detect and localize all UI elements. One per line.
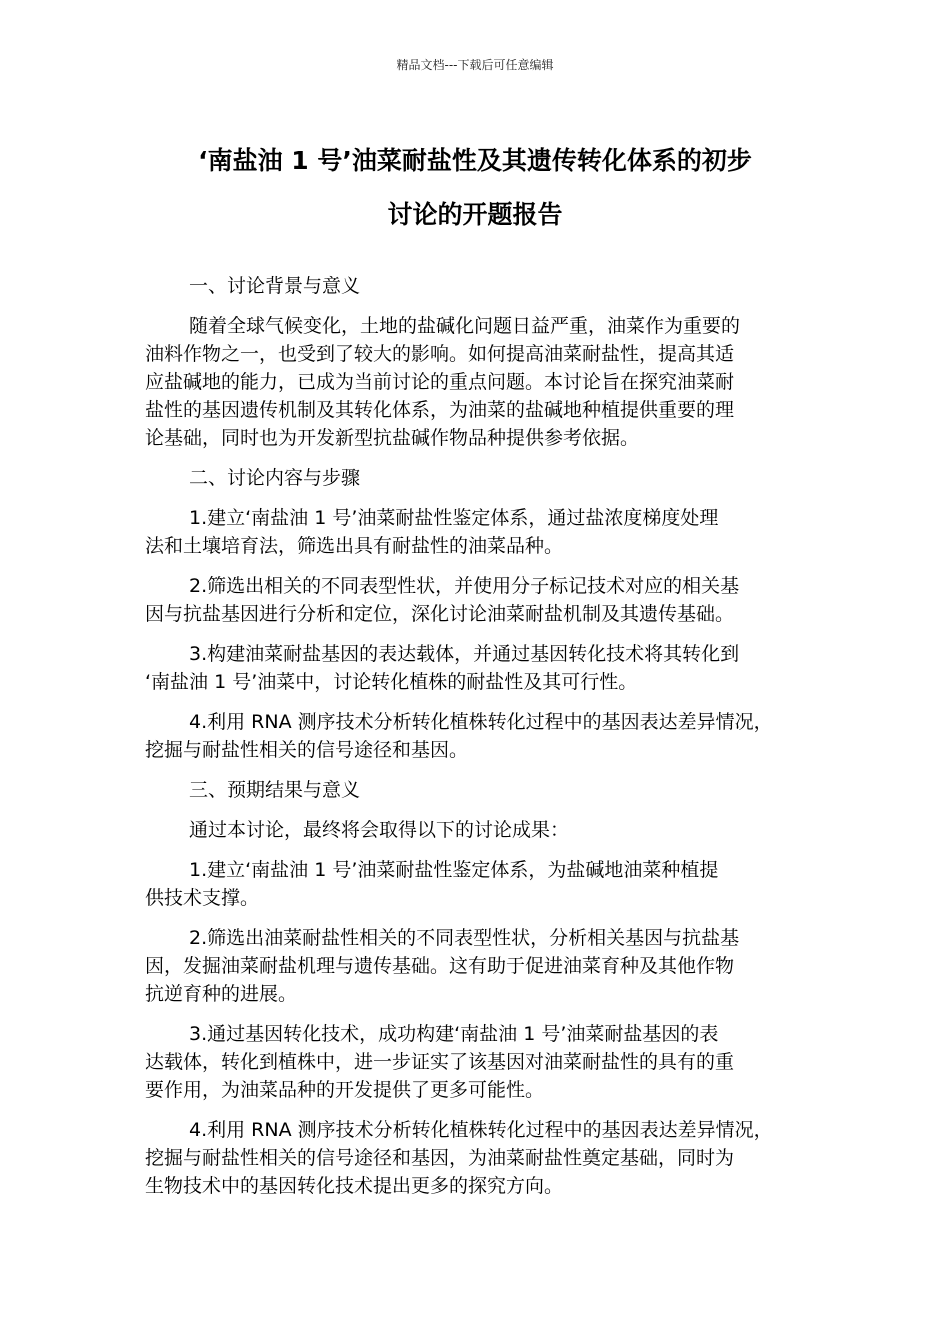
section-heading-content: 二、讨论内容与步骤 (189, 467, 361, 489)
section-heading-results: 三、预期结果与意义 (189, 779, 361, 801)
list-item-result-4 (145, 1116, 815, 1200)
text-line: 2.筛选出油菜耐盐性相关的不同表型性状，分析相关基因与抗盐基 (189, 927, 740, 949)
text-line: 供技术支撑。 (145, 887, 260, 909)
text-line: ‘南盐油 1 号’油菜中，讨论转化植株的耐盐性及其可行性。 (145, 671, 638, 693)
text-line: 抗逆育种的进展。 (145, 983, 298, 1005)
text-line: 生物技术中的基因转化技术提出更多的探究方向。 (145, 1175, 564, 1197)
text-line: 2.筛选出相关的不同表型性状，并使用分子标记技术对应的相关基 (189, 575, 740, 597)
text-line: 1.建立‘南盐油 1 号’油菜耐盐性鉴定体系，为盐碱地油菜种植提 (189, 859, 719, 881)
title-line-2: 讨论的开题报告 (387, 200, 563, 229)
list-item-result-3 (145, 1020, 815, 1104)
header-note: 精品文档---下载后可任意编辑 (396, 58, 554, 72)
title-line-1: ‘南盐油 1 号’油菜耐盐性及其遗传转化体系的初步 (198, 146, 752, 175)
text-line: 达载体，转化到植株中，进一步证实了该基因对油菜耐盐性的具有的重 (145, 1051, 735, 1073)
text-line: 因，发掘油菜耐盐机理与遗传基础。这有助于促进油菜育种及其他作物 (145, 955, 735, 977)
text-line: 要作用，为油菜品种的开发提供了更多可能性。 (145, 1079, 545, 1101)
document-title (120, 134, 830, 242)
list-item-content-3 (145, 640, 815, 696)
text-line: 4.利用 RNA 测序技术分析转化植株转化过程中的基因表达差异情况， (189, 1119, 773, 1141)
text-line: 法和土壤培育法，筛选出具有耐盐性的油菜品种。 (145, 535, 564, 557)
paragraph-background (145, 312, 815, 452)
text-line: 4.利用 RNA 测序技术分析转化植株转化过程中的基因表达差异情况， (189, 711, 773, 733)
results-intro: 通过本讨论，最终将会取得以下的讨论成果： (189, 819, 570, 841)
text-line: 随着全球气候变化，土地的盐碱化问题日益严重，油菜作为重要的 (189, 315, 741, 337)
list-item-content-2 (145, 572, 815, 628)
list-item-content-1 (145, 504, 815, 560)
text-line: 盐性的基因遗传机制及其转化体系，为油菜的盐碱地种植提供重要的理 (145, 399, 735, 421)
document-body (145, 272, 815, 1212)
text-line: 论基础，同时也为开发新型抗盐碱作物品种提供参考依据。 (145, 427, 640, 449)
text-line: 应盐碱地的能力，已成为当前讨论的重点问题。本讨论旨在探究油菜耐 (145, 371, 735, 393)
text-line: 挖掘与耐盐性相关的信号途径和基因。 (145, 739, 469, 761)
text-line: 挖掘与耐盐性相关的信号途径和基因，为油菜耐盐性奠定基础，同时为 (145, 1147, 735, 1169)
text-line: 因与抗盐基因进行分析和定位，深化讨论油菜耐盐机制及其遗传基础。 (145, 603, 735, 625)
text-line: 3.通过基因转化技术，成功构建‘南盐油 1 号’油菜耐盐基因的表 (189, 1023, 719, 1045)
list-item-result-1 (145, 856, 815, 912)
text-line: 3.构建油菜耐盐基因的表达载体，并通过基因转化技术将其转化到 (189, 643, 740, 665)
list-item-content-4 (145, 708, 815, 764)
section-heading-background: 一、讨论背景与意义 (189, 275, 361, 297)
text-line: 1.建立‘南盐油 1 号’油菜耐盐性鉴定体系，通过盐浓度梯度处理 (189, 507, 719, 529)
text-line: 油料作物之一，也受到了较大的影响。如何提高油菜耐盐性，提高其适 (145, 343, 735, 365)
list-item-result-2 (145, 924, 815, 1008)
